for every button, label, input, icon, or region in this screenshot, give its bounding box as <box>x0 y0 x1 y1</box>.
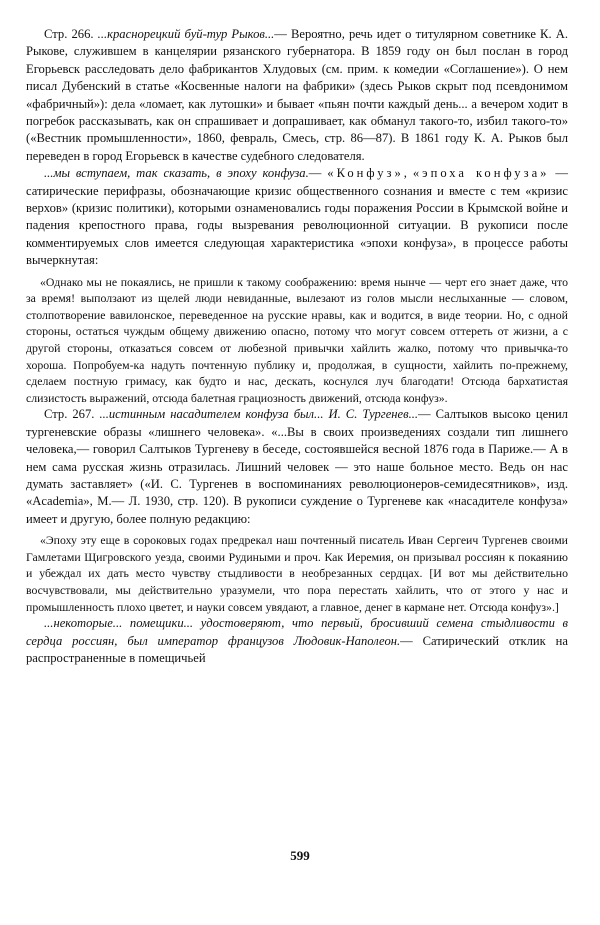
manuscript-quote-1: «Однако мы не покаялись, не пришли к такому соображению: время нынче — черт его знает даже, что за время! выползают из щелей люди невиданные, вылезают из голов мысли неслыханные — словом, столпотворение вавилонское, переведенное на русские нравы, как и водится, в виде теории. Но, с одной стороны, остаться чуждым общему движению опасно, потому что могут совсем оттереть от жизни, а с другой стороны, отказаться совсем от любезной привычки хайлить жалко, потому что привычка-то хороша. Попробуем-ка надуть почтенную публику и, продолжая, в сущности, хайлить по-прежнему, сделаем постную гримасу, как будто и нас, дескать, коснулся луч благодати! Отсюда бархатистая слизистость выражений, отсюда балетная грациозность движений, отсюда конфуз». <box>26 274 568 405</box>
note-paragraph-napoleon <box>26 615 568 667</box>
note-body: — Салтыков высоко ценил тургеневские образы «лишнего человека». «...Вы в своих произведениях создали тип лишнего человека,— говорил Салтыков Тургеневу в беседе, состоявшейся весной 1876 года в Париже.— А в нем сама русская жизнь отразилась. Лишний человек — это наше больное место. Ведь он нас думать заставляет» («И. С. Тургенев в воспоминаниях революционеров-семидесятников», изд. «Academia», М.— Л. 1930, стр. 120). В рукописи суждение о Тургеневе как «насадителе конфуза» имеет и другую, более полную редакцию: <box>26 407 568 526</box>
lemma: ...истинным насадителем конфуза был... И. С. Тургенев... <box>99 407 419 422</box>
spaced-term-epoha-konfuza: «эпоха конфуза» <box>412 166 550 181</box>
note-paragraph-266 <box>26 26 568 165</box>
note-body: — сатирические перифразы, обозначающие кризис общественного сознания и вместе с тем «кризис верхов» (кризис политики), которыми ознаменовались годы поражения России в Крымской войне и падения крепостного права, годы вызревания революционной ситуации. В рукописи после комментируемых слов имеется следующая характеристика «эпохи конфуза», в процессе работы вычеркнутая: <box>26 166 568 268</box>
note-paragraph-267 <box>26 406 568 528</box>
lemma: ...мы вступаем, так сказать, в эпоху конфуза. <box>44 166 309 181</box>
page-reference: Стр. 267. <box>44 407 100 422</box>
note-body: — Сатирический отклик на распространенные в помещичьей <box>26 633 568 666</box>
commentary-text <box>26 26 568 667</box>
lemma: ...краснорецкий буй-тур Рыков... <box>97 27 275 41</box>
spaced-term-konfuz: «Конфуз» <box>327 166 404 181</box>
page-number: 599 <box>290 848 310 863</box>
dash: — <box>308 166 328 181</box>
page-reference: Стр. 266. <box>44 27 98 41</box>
note-paragraph-konfuz <box>26 165 568 269</box>
manuscript-quote-2: «Эпоху эту еще в сороковых годах предрекал наш почтенный писатель Иван Сергеич Тургенев своими Гамлетами Щигровского уезда, своими Рудиными и проч. Как Иеремия, он призывал россиян к покаянию и убеждал их дать место чувству стыдливости в необрезанных сердцах. [И вот мы действительно восчувствовали, мы действительно уразумели, что пора перестать хайлить, что от этого у нас и промышленность плохо цветет, и науки совсем увядают, а главное, денег в кармане нет. Отсюда конфуз».] <box>26 533 568 614</box>
lemma: ...некоторые... помещики... удостоверяют, что первый, бросивший семена стыдливости в сердца россиян, был император французов Людовик-Наполеон. <box>26 616 568 648</box>
comma: , <box>403 166 413 181</box>
note-body: — Вероятно, речь идет о титулярном советнике К. А. Рыкове, служившем в канцелярии рязанского губернатора. В 1859 году он был послан в город Егорьевск расследовать дело фабрикантов Хлудовых (см. прим. к комедии «Соглашение»). О нем писал Дубенский в статье «Косвенные налоги на фабрики» (здесь Рыков скрыт под псевдонимом «фабричный»): дела «ломает, как лутошки» и бывает «пьян почти каждый день... а вечером ходит в погребок рассказывать, как он спрашивает и допрашивает, как обманул такого-то, избил такого-то» («Вестник промышленности», 1860, февраль, Смесь, стр. 86—87). В 1861 году К. А. Рыков был переведен в город Егорьевск в качестве судебного следователя. <box>26 27 568 163</box>
